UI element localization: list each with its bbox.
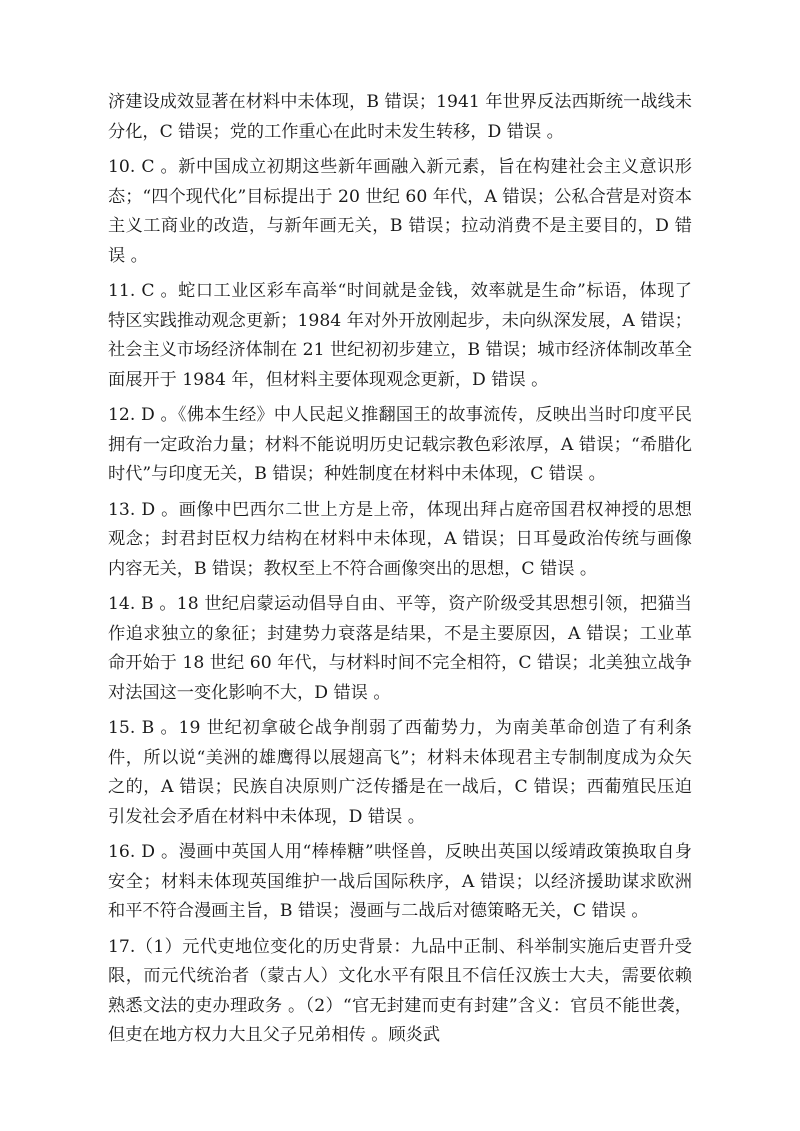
answer-10: 10. C 。新中国成立初期这些新年画融入新元素，旨在构建社会主义意识形态；“四个现代化”目标提出于 20 世纪 60 年代，A 错误；公私合营是对资本主义工商业的改造，与新年画无关，B 错误；拉动消费不是主要目的，D 错误 。 xyxy=(108,157,692,266)
paragraph-continuation: 济建设成效显著在材料中未体现，B 错误；1941 年世界反法西斯统一战线未分化，C 错误；党的工作重心在此时未发生转移，D 错误 。 xyxy=(108,92,692,142)
answer-14: 14. B 。18 世纪启蒙运动倡导自由、平等，资产阶级受其思想引领，把猫当作追求独立的象征；封建势力衰落是结果，不是主要原因，A 错误；工业革命开始于 18 世纪 60 年代，与材料时间不完全相符，C 错误；北美独立战争对法国这一变化影响不大，D 错误 。 xyxy=(108,594,692,703)
answer-17: 17.（1）元代吏地位变化的历史背景：九品中正制、科举制实施后吏晋升受限，而元代统治者（蒙古人）文化水平有限且不信任汉族士大夫，需要依赖熟悉文法的吏办理政务 。（2）“官无封建而吏有封建”含义：官员不能世袭，但吏在地方权力大且父子兄弟相传 。顾炎武 xyxy=(108,936,692,1045)
answer-16: 16. D 。漫画中英国人用“棒棒糖”哄怪兽，反映出英国以绥靖政策换取自身安全；材料未体现英国维护一战后国际秩序，A 错误；以经济援助谋求欧洲和平不符合漫画主旨，B 错误；漫画与二战后对德策略无关，C 错误 。 xyxy=(108,842,692,921)
answer-page xyxy=(108,88,692,1057)
answer-13: 13. D 。画像中巴西尔二世上方是上帝，体现出拜占庭帝国君权神授的思想观念；封君封臣权力结构在材料中未体现，A 错误；日耳曼政治传统与画像内容无关，B 错误；教权至上不符合画像突出的思想，C 错误 。 xyxy=(108,499,692,579)
answer-11: 11. C 。蛇口工业区彩车高举“时间就是金钱，效率就是生命”标语，体现了特区实践推动观念更新；1984 年对外开放刚起步，未向纵深发展，A 错误；社会主义市场经济体制在 21 世纪初初步建立，B 错误；城市经济体制改革全面展开于 1984 年，但材料主要体现观念更新，D 错误 。 xyxy=(108,281,692,390)
answer-12: 12. D 。《佛本生经》中人民起义推翻国王的故事流传，反映出当时印度平民拥有一定政治力量；材料不能说明历史记载宗教色彩浓厚，A 错误；“希腊化时代”与印度无关，B 错误；种姓制度在材料中未体现，C 错误 。 xyxy=(108,405,692,484)
answer-15: 15. B 。19 世纪初拿破仑战争削弱了西葡势力，为南美革命创造了有利条件，所以说“美洲的雄鹰得以展翅高飞”；材料未体现君主专制制度成为众矢之的，A 错误；民族自决原则广泛传播是在一战后，C 错误；西葡殖民压迫引发社会矛盾在材料中未体现，D 错误 。 xyxy=(108,718,692,827)
